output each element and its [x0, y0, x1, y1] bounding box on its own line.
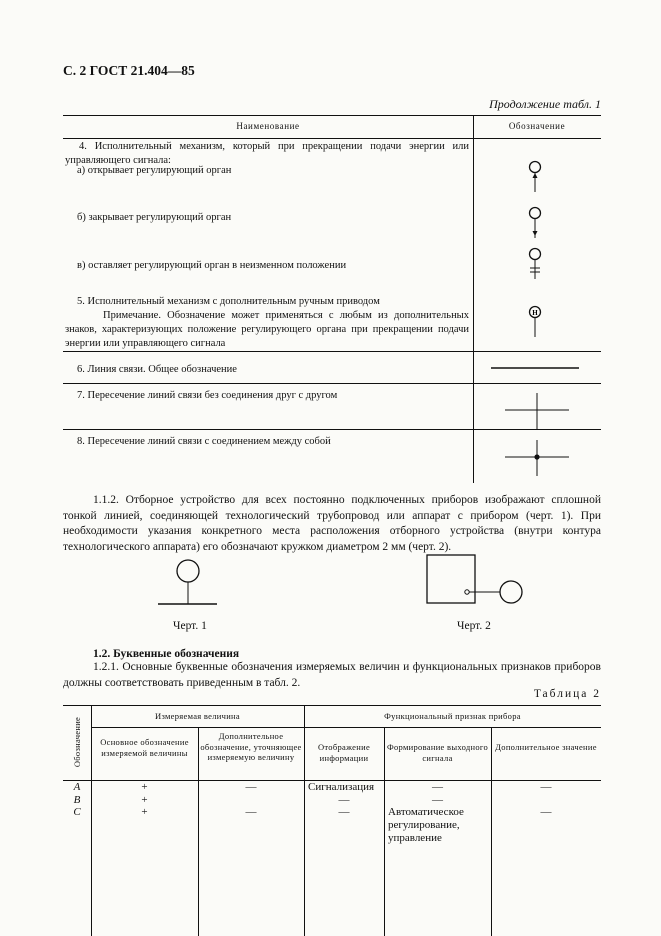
- row-5: 5. Исполнительный механизм с дополнительным ручным приводом: [77, 296, 380, 307]
- cell-display: —: [338, 794, 350, 806]
- row-letter-b: B: [73, 794, 81, 806]
- column-divider: [304, 705, 305, 936]
- cell-additional: —: [540, 806, 552, 818]
- line-icon: [491, 365, 581, 371]
- column-divider: [91, 705, 92, 936]
- column-divider: [491, 727, 492, 936]
- cell-extra: —: [245, 781, 257, 793]
- column-header-designation: Обозначение: [71, 716, 82, 768]
- cell-display: Сигнализация: [308, 781, 375, 793]
- row-4a: а) открывает регулирующий орган: [77, 165, 232, 176]
- cell-output: Автоматическое регулирование, управление: [388, 806, 464, 844]
- sub-header-display: Отображение информации: [317, 742, 371, 763]
- row-8: 8. Пересечение линий связи с соединением между собой: [77, 436, 331, 447]
- column-divider: [198, 727, 199, 936]
- symbols-table: [63, 115, 601, 483]
- actuator-close-icon: [525, 205, 545, 245]
- column-header-designation-cell: [63, 705, 91, 780]
- cell-main: +: [141, 781, 148, 793]
- table-continuation-label: Продолжение табл. 1: [489, 97, 601, 111]
- cell-display: —: [338, 806, 350, 818]
- paragraph-1-1-2: 1.1.2. Отборное устройство для всех постоянно подключенных приборов изображают сплошной тонкой линией, соединяющей технологический трубопровод или аппарат с прибором (черт. 1). При необходимости указания конкретного места расположения отборного устройства (внутри контура технологического аппарата) его обозначают кружком диаметром 2 мм (черт. 2).: [63, 494, 601, 553]
- cell-main: +: [141, 794, 148, 806]
- column-header-name: Наименование: [236, 121, 300, 131]
- paragraph-1-2-1: 1.2.1. Основные буквенные обозначения измеряемых величин и функциональных признаков приборов должны соответствовать приведенным в табл. 2.: [63, 661, 601, 689]
- row-letter-c: C: [73, 806, 81, 818]
- group-header-measured: Измеряемая величина: [155, 711, 240, 721]
- group-header-divider: [91, 727, 601, 728]
- cell-main: +: [141, 806, 148, 818]
- sub-header-output: Формирование выходного сигнала: [386, 742, 489, 763]
- row-4b: б) закрывает регулирующий орган: [77, 212, 232, 223]
- section-1-2-title: 1.2. Буквенные обозначения: [93, 648, 240, 660]
- manual-letter: H: [532, 309, 538, 317]
- junction-icon: [503, 438, 573, 478]
- figure-1-caption: Черт. 1: [173, 620, 207, 632]
- letters-table: [63, 705, 601, 936]
- group-header-functional: Функциональный признак прибора: [384, 711, 521, 721]
- figure-1-drawing: [158, 555, 218, 607]
- sub-header-extra: Дополнительное обозначение, уточняющее измеряемую величину: [200, 731, 302, 762]
- row-divider: [63, 351, 601, 352]
- table-header-divider: [63, 138, 601, 139]
- table-2-label: Таблица 2: [533, 688, 601, 700]
- sub-header-main: Основное обозначение измеряемой величины: [100, 737, 189, 758]
- row-5-note: Примечание. Обозначение может применяться с любым из дополнительных знаков, характеризующих положение регулирующего органа при прекращении подачи энергии или управляющего сигнала: [65, 310, 469, 349]
- row-4-intro: 4. Исполнительный механизм, который при прекращении подачи энергии или управляющего сигнала:: [65, 141, 469, 166]
- cell-output: —: [432, 781, 443, 793]
- row-7: 7. Пересечение линий связи без соединения друг с другом: [77, 390, 338, 401]
- figure-2-drawing: [426, 554, 526, 606]
- row-divider: [63, 383, 601, 384]
- cell-extra: —: [245, 806, 257, 818]
- actuator-hold-icon: [525, 245, 545, 285]
- table-border-top: [63, 705, 601, 706]
- cell-additional: —: [540, 781, 552, 793]
- figure-2-caption: Черт. 2: [457, 620, 491, 632]
- row-6: 6. Линия связи. Общее обозначение: [77, 364, 237, 375]
- actuator-manual-icon: [525, 303, 545, 343]
- column-divider: [384, 727, 385, 936]
- cross-icon: [503, 391, 573, 431]
- row-letter-a: A: [73, 781, 81, 793]
- column-header-symbol: Обозначение: [508, 121, 566, 131]
- column-divider: [473, 115, 474, 483]
- actuator-open-icon: [525, 159, 545, 199]
- sub-header-additional: Дополнительное значение: [495, 742, 597, 752]
- row-4c: в) оставляет регулирующий орган в неизменном положении: [77, 260, 347, 271]
- table-border-top: [63, 115, 601, 116]
- page-title: С. 2 ГОСТ 21.404—85: [63, 63, 195, 78]
- cell-output: —: [432, 794, 443, 806]
